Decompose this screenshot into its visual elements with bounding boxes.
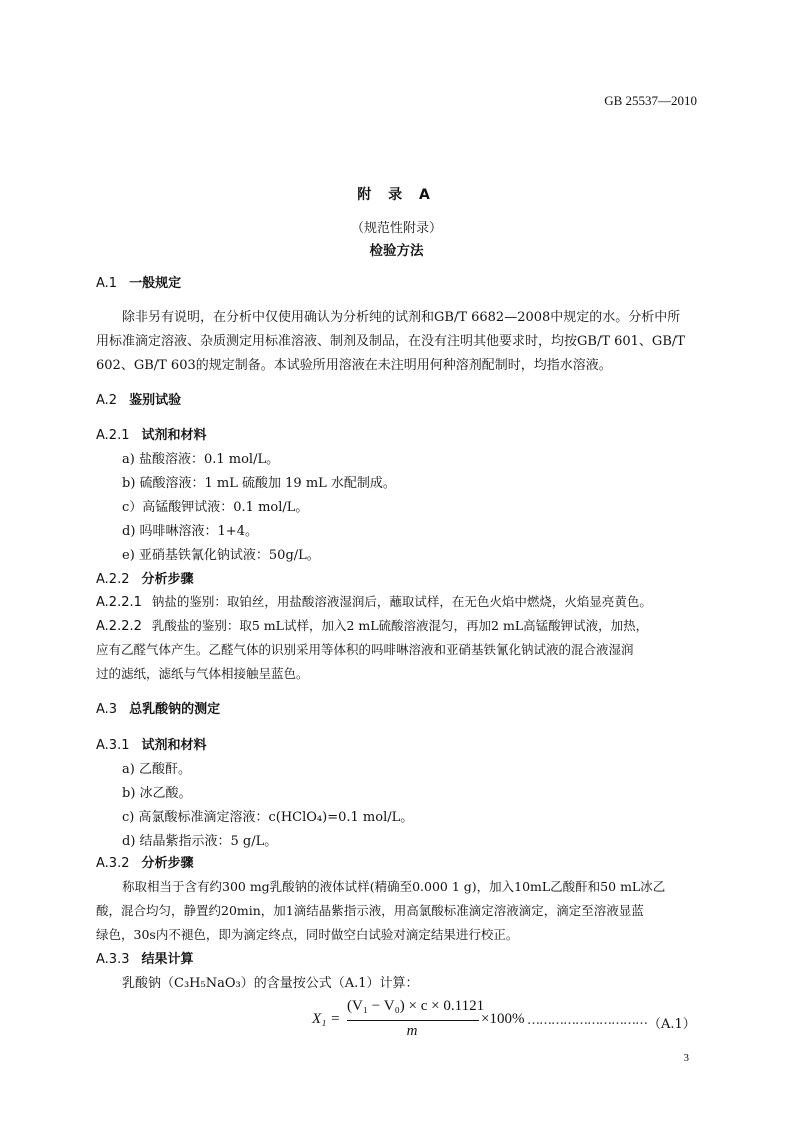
formula-denominator: m xyxy=(406,1023,418,1039)
subsection-number: A.2.1 xyxy=(96,428,130,443)
formula-lhs: X₁ = xyxy=(312,1011,341,1027)
paragraph-line: 用标准滴定溶液、杂质测定用标准溶液、制剂及制品，在没有注明其他要求时，均按GB/T 601、GB/T xyxy=(96,334,685,349)
section-number: A.3 xyxy=(96,702,118,717)
list-item: d) 结晶紫指示液：5 g/L。 xyxy=(122,834,278,849)
subsection-title: 分析步骤 xyxy=(141,856,194,871)
list-item: c) 高氯酸标准滴定溶液：c(HClO₄)=0.1 mol/L。 xyxy=(122,810,414,825)
subsection-number: A.2.2 xyxy=(96,572,130,587)
paragraph-line: 称取相当于含有约300 mg乳酸钠的液体试样(精确至0.000 1 g)，加入10mL乙酸酐和50 mL冰乙 xyxy=(122,879,666,894)
annex-subtitle: （规范性附录） xyxy=(350,221,442,236)
section-title: 鉴别试验 xyxy=(129,393,182,408)
subsection-a31-heading xyxy=(96,734,207,753)
formula-numerator: (V₁ − V₀) × c × 0.1121 xyxy=(347,998,485,1014)
list-item: c）高锰酸钾试液：0.1 mol/L。 xyxy=(122,500,309,515)
paragraph-line: 过的滤纸，滤纸与气体相接触呈蓝色。 xyxy=(96,666,309,681)
clause-a222 xyxy=(96,616,648,634)
list-item: d) 吗啡啉溶液：1+4。 xyxy=(122,524,258,539)
subsection-title: 结果计算 xyxy=(141,952,194,967)
section-title: 一般规定 xyxy=(129,276,182,291)
clause-text: 乳酸盐的鉴别：取5 mL试样，加入2 mL硫酸溶液混匀，再加2 mL高锰酸钾试液，加热， xyxy=(151,618,649,633)
formula-intro: 乳酸钠（C₃H₅NaO₃）的含量按公式（A.1）计算： xyxy=(122,976,419,991)
subsection-a21-heading xyxy=(96,424,207,443)
list-item: e) 亚硝基铁氰化钠试液：50g/L。 xyxy=(122,548,320,563)
section-title: 总乳酸钠的测定 xyxy=(129,702,221,717)
page-number: 3 xyxy=(683,1052,689,1064)
annex-title: 附 录 A xyxy=(357,187,436,203)
paragraph-line: 酸，混合均匀，静置约20min，加1滴结晶紫指示液，用高氯酸标准滴定溶液滴定，滴定至溶液显蓝 xyxy=(96,903,644,918)
subsection-title: 试剂和材料 xyxy=(141,428,207,443)
subsection-a22-heading xyxy=(96,568,194,587)
list-item: a) 盐酸溶液：0.1 mol/L。 xyxy=(122,452,280,467)
formula-tail: ×100% xyxy=(481,1011,525,1027)
list-item: a) 乙酸酐。 xyxy=(122,762,191,777)
section-a3-heading xyxy=(96,698,220,717)
section-number: A.2 xyxy=(96,393,118,408)
paragraph-line: 绿色，30s内不褪色，即为滴定终点，同时做空白试验对滴定结果进行校正。 xyxy=(96,927,519,942)
clause-number: A.2.2.2 xyxy=(96,619,142,634)
subsection-title: 分析步骤 xyxy=(141,572,194,587)
formula-label: （A.1） xyxy=(648,1017,696,1032)
fraction-bar xyxy=(347,1020,479,1021)
section-a1-heading xyxy=(96,272,181,291)
section-number: A.1 xyxy=(96,276,118,291)
clause-text: 钠盐的鉴别：取铂丝，用盐酸溶液湿润后，蘸取试样，在无色火焰中燃烧，火焰显亮黄色。 xyxy=(151,594,652,609)
formula-leader-dots: ………………………… xyxy=(527,1013,647,1028)
list-item: b) 冰乙酸。 xyxy=(122,786,192,801)
subsection-a32-heading xyxy=(96,852,194,871)
clause-number: A.2.2.1 xyxy=(96,595,142,610)
subsection-number: A.3.2 xyxy=(96,856,130,871)
subsection-a33-heading xyxy=(96,948,194,967)
subsection-number: A.3.3 xyxy=(96,952,130,967)
subsection-title: 试剂和材料 xyxy=(141,738,207,753)
subsection-number: A.3.1 xyxy=(96,738,130,753)
section-a2-heading xyxy=(96,389,181,408)
clause-a221 xyxy=(96,592,652,610)
annex-heading: 检验方法 xyxy=(369,243,424,259)
paragraph-line: 应有乙醛气体产生。乙醛气体的识别采用等体积的吗啡啉溶液和亚硝基铁氰化钠试液的混合液湿润 xyxy=(96,642,634,657)
paragraph-line: 除非另有说明，在分析中仅使用确认为分析纯的试剂和GB/T 6682—2008中规定的水。分析中所 xyxy=(122,310,681,325)
paragraph-line: 602、GB/T 603的规定制备。本试验所用溶液在未注明用何种溶剂配制时，均指水溶液。 xyxy=(96,358,612,373)
list-item: b) 硫酸溶液：1 mL 硫酸加 19 mL 水配制成。 xyxy=(122,476,396,491)
standard-number: GB 25537—2010 xyxy=(604,93,697,108)
